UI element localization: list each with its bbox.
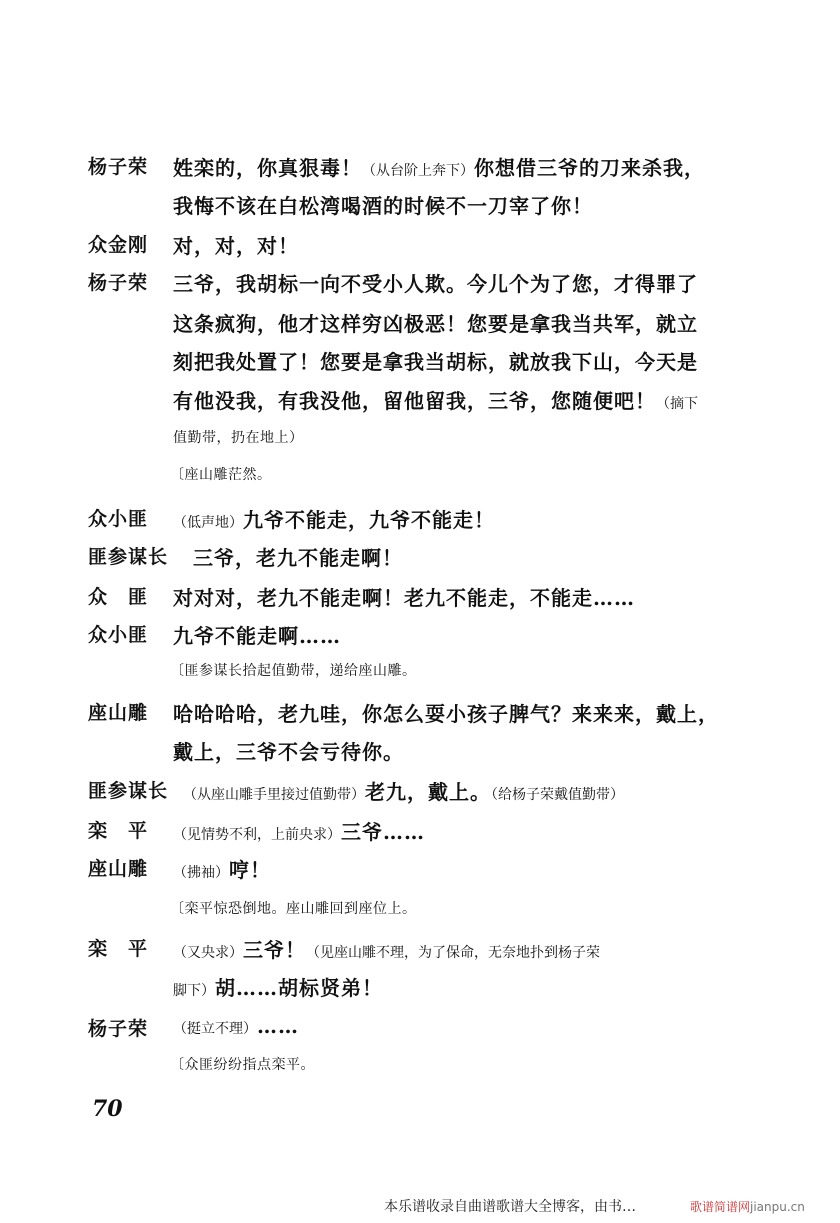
dialogue-text: 有他没我，有我没他，留他留我，三爷，您随便吧！（摘下 [173, 389, 698, 413]
speaker-name: 座山雕 [88, 858, 149, 880]
stage-direction: 脚下） [173, 983, 215, 999]
stage-direction: （给杨子荣戴值勤带） [491, 787, 624, 803]
stage-direction: 〔座山雕茫然。 [170, 467, 272, 483]
dialogue-text: 对，对，对！ [173, 234, 299, 258]
stage-direction: 值勤带，扔在地上） [173, 430, 304, 446]
speaker-name: 众 匪 [88, 586, 149, 608]
stage-direction: （见座山雕不理，为了保命，无奈地扑到杨子荣 [306, 945, 600, 961]
stage-direction: （拂袖） [173, 865, 229, 881]
speaker-name: 座山雕 [88, 702, 149, 724]
dialogue-text: 哈哈哈哈，老九哇，你怎么耍小孩子脾气？来来来，戴上， [173, 702, 719, 726]
stage-direction: （摘下 [656, 396, 698, 412]
watermark: 歌谱简谱网jianpu.cn [690, 1200, 805, 1214]
dialogue-text: 九爷不能走啊…… [173, 624, 341, 648]
stage-direction: （又央求） [173, 945, 243, 961]
speaker-name: 杨子荣 [88, 1018, 149, 1040]
dialogue-text: （挺立不理）…… [173, 1014, 299, 1038]
dialogue-text: （见情势不利，上前央求）三爷…… [173, 820, 425, 844]
dialogue-text: 三爷，老九不能走啊！ [193, 546, 403, 570]
stage-direction: （从座山雕手里接过值勤带） [183, 787, 365, 803]
speaker-name: 众金刚 [88, 234, 149, 256]
speaker-name: 杨子荣 [88, 272, 149, 294]
dialogue-text: 脚下）胡……胡标贤弟！ [173, 976, 383, 1000]
dialogue-text: 对对对，老九不能走啊！老九不能走，不能走…… [173, 586, 635, 610]
stage-direction: 〔栾平惊恐倒地。座山雕回到座位上。 [170, 901, 417, 917]
speaker-name: 杨子荣 [88, 156, 149, 178]
dialogue-text: （从座山雕手里接过值勤带）老九，戴上。（给杨子荣戴值勤带） [183, 780, 624, 804]
speaker-name: 栾 平 [88, 820, 149, 842]
stage-direction: （低声地） [173, 515, 243, 531]
dialogue-text: 刻把我处置了！您要是拿我当胡标，就放我下山，今天是 [173, 350, 698, 374]
stage-direction: （从台阶上奔下） [362, 163, 474, 179]
speaker-name: 栾 平 [88, 938, 149, 960]
stage-direction: 〔众匪纷纷指点栾平。 [170, 1057, 315, 1073]
speaker-name: 众小匪 [88, 508, 149, 530]
dialogue-text: （又央求）三爷！（见座山雕不理，为了保命，无奈地扑到杨子荣 [173, 938, 600, 962]
dialogue-text: 姓栾的，你真狠毒！（从台阶上奔下）你想借三爷的刀来杀我， [173, 156, 705, 180]
dialogue-text: 戴上，三爷不会亏待你。 [173, 740, 404, 764]
dialogue-text: 这条疯狗，他才这样穷凶极恶！您要是拿我当共军，就立 [173, 312, 698, 336]
speaker-name: 众小匪 [88, 624, 149, 646]
dialogue-text: 三爷，我胡标一向不受小人欺。今儿个为了您，才得罪了 [173, 272, 698, 296]
page-number: 70 [92, 1096, 123, 1122]
dialogue-text: （低声地）九爷不能走，九爷不能走！ [173, 508, 495, 532]
speaker-name: 匪参谋长 [88, 780, 169, 802]
stage-direction: （挺立不理） [173, 1021, 257, 1037]
speaker-name: 匪参谋长 [88, 546, 169, 568]
dialogue-text: 我悔不该在白松湾喝酒的时候不一刀宰了你！ [173, 194, 593, 218]
stage-direction: 〔匪参谋长拾起值勤带，递给座山雕。 [170, 663, 417, 679]
footer-note: 本乐谱收录自曲谱歌谱大全博客，由书… [384, 1199, 636, 1215]
stage-direction: （见情势不利，上前央求） [173, 827, 341, 843]
dialogue-text: （拂袖）哼！ [173, 858, 271, 882]
